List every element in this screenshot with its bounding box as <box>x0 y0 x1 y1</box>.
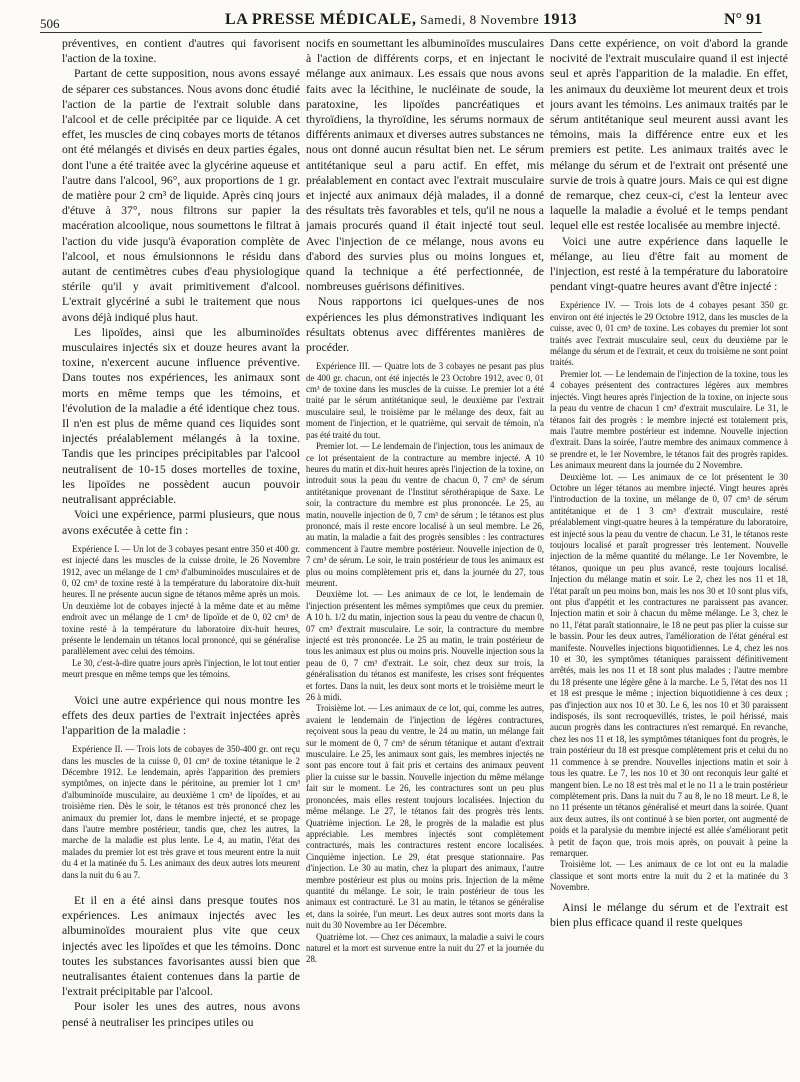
paragraph: nocifs en soumettant les albuminoïdes musculaires à l'action de différents corps, et en injectant le mélange aux animaux. Les essais que nous avons faits avec la lécithine, le nucléinate de soude, la paratoxine, les lipoïdes pancréatiques et thyroïdiens, la thyroïdine, les sérums normaux de différents animaux et diverses autres substances ne nous ont donné aucun résultat bien net. Le sérum antitétanique seul a paru actif. En effet, mis préalablement en contact avec l'extrait musculaire et injecté aux animaux déjà malades, il a donné des résultats très favorables et tels, qu'il ne nous a jamais procurés quand il était injecté tout seul. Avec l'injection de ce mélange, nous avons eu d'abord des survies plus ou moins longues et, quand la technique a été perfectionnée, de nombreuses guérisons définitives. <box>306 37 544 294</box>
experiment-paragraph: Premier lot. — Le lendemain de l'injection, tous les animaux de ce lot présentaient de la contracture au membre injecté. A 10 heures du matin et dix-huit heures après l'injection de la toxine, on introduit sous la peau du ventre de chacun 0, 7 cm³ de sérum antitétanique provenant de l'Institut sérothérapique de Saxe. Le soir, la contracture du membre est plus prononcée. Le 25, au matin, nouvelle injection de 0, 7 cm³ de sérum ; le tétanos est plus prononcé, mais il reste encore localisé à un seul membre. Le 26, au matin, la maladie a fait des progrès sensibles : les contractures commencent à l'autre membre postérieur. Nouvelle injection de 0, 7 cm³ de sérum. Le soir, le train postérieur de tous les animaux est plus ou moins complètement pris et, dans la journée du 27, tous meurent. <box>306 441 544 588</box>
experiment-paragraph: Expérience I. — Un lot de 3 cobayes pesant entre 350 et 400 gr. est injecté dans les muscles de la cuisse droite, le 26 Novembre 1912, avec un mélange de 1 cm³ d'albuminoïdes musculaires et de 0, 02 cm³ de toxine resté à la température du laboratoire dix-huit heures. Il ne présente aucun signe de tétanos même après un mois. Un deuxième lot de cobayes injecté à la même date et au même endroit avec un mélange de 1 cm³ de lipoïde et de 0, 02 cm³ de toxine resté à la température du laboratoire dix-huit heures, présente le lendemain un tétanos local prononcé, qui se généralise parallèlement avec celui des témoins. <box>62 543 300 657</box>
column-2 <box>306 36 544 1076</box>
column-1 <box>62 36 300 1076</box>
page-header <box>40 6 762 33</box>
issue-number: N° 91 <box>724 11 762 28</box>
paragraph: Les lipoïdes, ainsi que les albuminoïdes musculaires injectés six et douze heures avant la toxine, n'exercent aucune influence préventive. Dans toutes nos expériences, les animaux sont morts en même temps que les témoins, et l'évolution de la maladie a été identique chez tous. Il n'en est plus de même quand ces liquides sont injectés préalablement mélangés à la toxine. Tandis que les principes précipitables par l'alcool neutralisent de 10-15 doses mortelles de toxine, les lipoïdes ne possèdent aucun pouvoir neutralisant appréciable. <box>62 325 300 507</box>
paragraph: Partant de cette supposition, nous avons essayé de séparer ces substances. Nous avons donc étudié l'action de la partie de l'extrait soluble dans l'alcool et de celle précipitée par ce liquide. A cet effet, les muscles de cinq cobayes morts de tétanos ont été mélangés et divisés en deux parties égales, dont l'une a été traitée avec la glycérine aqueuse et l'autre dans l'alcool, 96°, aux proportions de 1 gr. de matière pour 2 cm³ de liquide. Après cinq jours d'étuve à 37°, nous filtrons sur papier la macération alcoolique, nous soumettons le filtrat à l'action du vide jusqu'à évaporation complète de l'alcool, et nous émulsionnons le résidu dans autant de centimètres cubes d'eau physiologique stérile qu'il y avait primitivement d'alcool. L'extrait glycériné a subi le traitement que nous avons déjà indiqué plus haut. <box>62 67 300 324</box>
experiment-paragraph: Expérience II. — Trois lots de cobayes de 350-400 gr. ont reçu dans les muscles de la cuisse 0, 01 cm³ de toxine tétanique le 2 Décembre 1912. Le lendemain, après l'apparition des premiers symptômes, on injecte dans le péritoine, au premier lot 1 cm³ d'albuminoïde musculaire, au deuxième 1 cm³ de lipoïdes, et au troisième rien. Dès le soir, le tétanos est très prononcé chez les animaux du premier lot, dans le membre injecté, et se propage dans l'autre membre postérieur, tandis que, chez les autres, la marche de la maladie est plus lente. Le 4, au matin, l'état des malades du premier lot est très grave et tous meurent entre la nuit du 4 et la matinée du 5. Les animaux des deux autres lots meurent dans la nuit du 6 au 7. <box>62 744 300 880</box>
paragraph: Voici une expérience, parmi plusieurs, que nous avons exécutée à cette fin : <box>62 508 300 537</box>
page-number: 506 <box>40 16 60 31</box>
experiment-paragraph: Premier lot. — Le lendemain de l'injection de la toxine, tous les 4 cobayes présentent des contractures légères aux membres injectés. Vingt heures après l'injection de la toxine, on injecte sous la peau du ventre de chacun 1 cm³ d'extrait musculaire. Le 31, le tétanos fait des progrès : le membre injecté est totalement pris, mais l'autre membre postérieur est indemne. Nouvelle injection d'extrait. Dans la soirée, l'autre membre des animaux commence à se prendre et, le 1er Novembre, le tétanos fait des progrès rapides. Les animaux meurent dans la journée du 2 Novembre. <box>550 368 788 471</box>
experiment-paragraph: Deuxième lot. — Les animaux de ce lot, le lendemain de l'injection présentent les mêmes symptômes que ceux du premier. A 10 h. 1/2 du matin, injection sous la peau du ventre de chacun 0, 07 cm³ d'extrait musculaire. Le soir, la contracture du membre injecté est très prononcée. Le 25 au matin, le train postérieur de tous les animaux est plus ou moins pris. Nouvelle injection sous la peau de 0, 7 cm³ d'extrait. Le soir, chez deux sur trois, la généralisation du tétanos est manifeste, les crises sont fréquentes et fortes. Dans la nuit, les deux sont morts et le troisième meurt le 26 à midi. <box>306 589 544 703</box>
paragraph: Voici une autre expérience qui nous montre les effets des deux parties de l'extrait injectées après l'apparition de la maladie : <box>62 693 300 737</box>
experiment-paragraph: Expérience IV. — Trois lots de 4 cobayes pesant 350 gr. environ ont été injectés le 29 Octobre 1912, dans les muscles de la cuisse, avec 0, 01 cm³ de toxine. Les cobayes du premier lot sont traités avec l'extrait musculaire seul, ceux du deuxième par le mélange du sérum et de l'extrait, et ceux du troisième ne sont point traités. <box>550 300 788 368</box>
journal-title-line <box>40 11 762 29</box>
paragraph: préventives, en contient d'autres qui favorisent l'action de la toxine. <box>62 37 300 66</box>
issue-year: 1913 <box>542 11 577 28</box>
journal-name: LA PRESSE MÉDICALE, <box>225 11 417 28</box>
experiment-paragraph: Quatrième lot. — Chez ces animaux, la maladie a suivi le cours naturel et la mort est survenue entre la nuit du 27 et la journée du 28. <box>306 931 544 965</box>
paragraph: Dans cette expérience, on voit d'abord la grande nocivité de l'extrait musculaire quand il est injecté seul et après l'apparition de la maladie. En effet, les animaux du deuxième lot meurent deux et trois jours avant les témoins. Les animaux traités par le sérum antitétanique seul meurent aussi avant les témoins, mais la différence entre eux et les premiers est petite. Les animaux traités avec le mélange du sérum et de l'extrait ont présenté une survie de trois à quatre jours. Mais ce qui est digne de remarque, chez ceux-ci, c'est la lenteur avec laquelle la maladie a évolué et le temps pendant lequel elle est restée localisée au membre injecté. <box>550 37 788 233</box>
issue-date: Samedi, 8 Novembre <box>416 12 543 27</box>
experiment-paragraph: Le 30, c'est-à-dire quatre jours après l'injection, le lot tout entier meurt presque en même temps que les témoins. <box>62 657 300 680</box>
experiment-paragraph: Troisième lot. — Les animaux de ce lot, qui, comme les autres, avaient le lendemain de l'injection de légères contractures, reçoivent sous la peau du ventre, le 24 au matin, un mélange fait sur le moment de 0, 7 cm³ de sérum tétanique et autant d'extrait musculaire. Le 25, les animaux sont gais, les membres injectés ne sont pas encore tout à fait pris et certains des animaux peuvent plier la cuisse sur le bassin. Nouvelle injection du même mélange fait sur le moment. Le 26, les contractures sont un peu plus prononcées, mais elles restent toujours localisées. Injection du même mélange. Le 27, le tétanos fait des progrès très lents. Quatrième injection. Le 28, le progrès de la maladie est plus appréciable. Les membres injectés sont complètement contracturés, mais les contractures restent encore localisées. Cinquième injection. Le 29, état presque stationnaire. Pas d'injection. Le 30 au matin, chez la plupart des animaux, l'autre membre postérieur est plus ou moins pris. Injection de la même quantité du mélange. Le soir, le train postérieur de tous les animaux est contracturé. Le 31 au matin, le tétanos se généralise et, dans la soirée, l'un meurt. Les deux autres sont morts dans la nuit du 30 Novembre au 1er Décembre. <box>306 703 544 931</box>
column-3 <box>550 36 788 1076</box>
paragraph: Et il en a été ainsi dans presque toutes nos expériences. Les animaux injectés avec les albuminoïdes mouraient plus vite que ceux injectés avec les lipoïdes et que les témoins. Donc toutes les substances favorisantes aussi bien que neutralisantes étaient contenues dans la partie de l'extrait précipitable par l'alcool. <box>62 894 300 999</box>
experiment-paragraph: Deuxième lot. — Les animaux de ce lot présentent le 30 Octobre un léger tétanos au membre injecté. Vingt heures après l'introduction de la toxine, un mélange de 0, 07 cm³ de sérum antitétanique et de 1 3 cm³ d'extrait musculaire, resté préalablement vingt-quatre heures à la température du laboratoire, est injecté sous la peau du ventre de chacun. Le 31, le tétanos reste toujours localisé et paraît progresser très lentement. Nouvelle injection de la même quantité du mélange. Le 1er Novembre, le tétanos, quoique un peu plus avancé, reste toujours localisé. Injection du mélange matin et soir. Le 2, chez les nos 11 et 18, l'état paraît un peu moins bon, mais les nos 30 et 10 sont plus vifs, ont plus d'appétit et les contractures ne paraissent pas avancer. Injection matin et soir à chacun du même mélange. Le 3, chez le no 11, l'état paraît stationnaire, le 18 ne peut pas plier la cuisse sur le bassin. Pour les deux autres, l'amélioration de l'état général est manifeste. Nouvelles injections biquotidiennes. Le 4, chez les nos 10 et 30, les symptômes tétaniques paraissent définitivement arrêtés, mais les nos 11 et 18 sont plus malades ; l'autre membre du 18 présente une légère gêne à la marche. Le 5, l'état des nos 11 et 18 est presque le même ; injection biquotidienne à ces deux ; pas d'injection aux nos 10 et 30. Le 6, les nos 10 et 30 paraissent indisposés, ils sont recroquevillés, tristes, le poil hérissé, mais aucun progrès dans les contractures n'est remarqué. En revanche, chez les nos 11 et 18, les symptômes tétaniques font du progrès, le train postérieur du 18 est presque complètement pris et celui du no 11 commence à se prendre. Nouvelles injections matin et soir à tous les quatre. Le 7, les nos 10 et 30 ont reconquis leur gaîté et mangent bien. Le no 18 est très mal et le no 11 a le train postérieur complètement pris. Dans la nuit du 7 au 8, le no 18 meurt. Le 8, le no 11 présente un tétanos généralisé et meurt dans la soirée. Quant aux deux autres, ils ont continué à se bien porter, ont augmenté de poids et la paralysie du membre injecté est allée s'améliorant petit à petit de façon que, trois mois après, on pouvait à peine la remarquer. <box>550 471 788 858</box>
experiment-paragraph: Expérience III. — Quatre lots de 3 cobayes ne pesant pas plus de 400 gr. chacun, ont été injectés le 23 Octobre 1912, avec 0, 01 cm³ de toxine dans les muscles de la cuisse. Le premier lot a été traité par le sérum antitétanique seul, le deuxième par l'extrait musculaire seul, le troisième par le mélange des deux, fait au moment de l'injection, et le quatrième, qui servait de témoin, n'a pas été traité du tout. <box>306 361 544 440</box>
experiment-paragraph: Troisième lot. — Les animaux de ce lot ont eu la maladie classique et sont morts entre la nuit du 2 et la matinée du 3 Novembre. <box>550 859 788 893</box>
paragraph: Voici une autre expérience dans laquelle le mélange, au lieu d'être fait au moment de l'injection, est resté à la température du laboratoire pendant vingt-quatre heures avant d'être injecté : <box>550 234 788 294</box>
paragraph: Nous rapportons ici quelques-unes de nos expériences les plus démonstratives indiquant les résultats obtenus avec différentes manières de procéder. <box>306 295 544 355</box>
paragraph: Pour isoler les unes des autres, nous avons pensé à neutraliser les principes utiles ou <box>62 1000 300 1029</box>
paragraph: Ainsi le mélange du sérum et de l'extrait est bien plus efficace quand il reste quelques <box>550 900 788 929</box>
